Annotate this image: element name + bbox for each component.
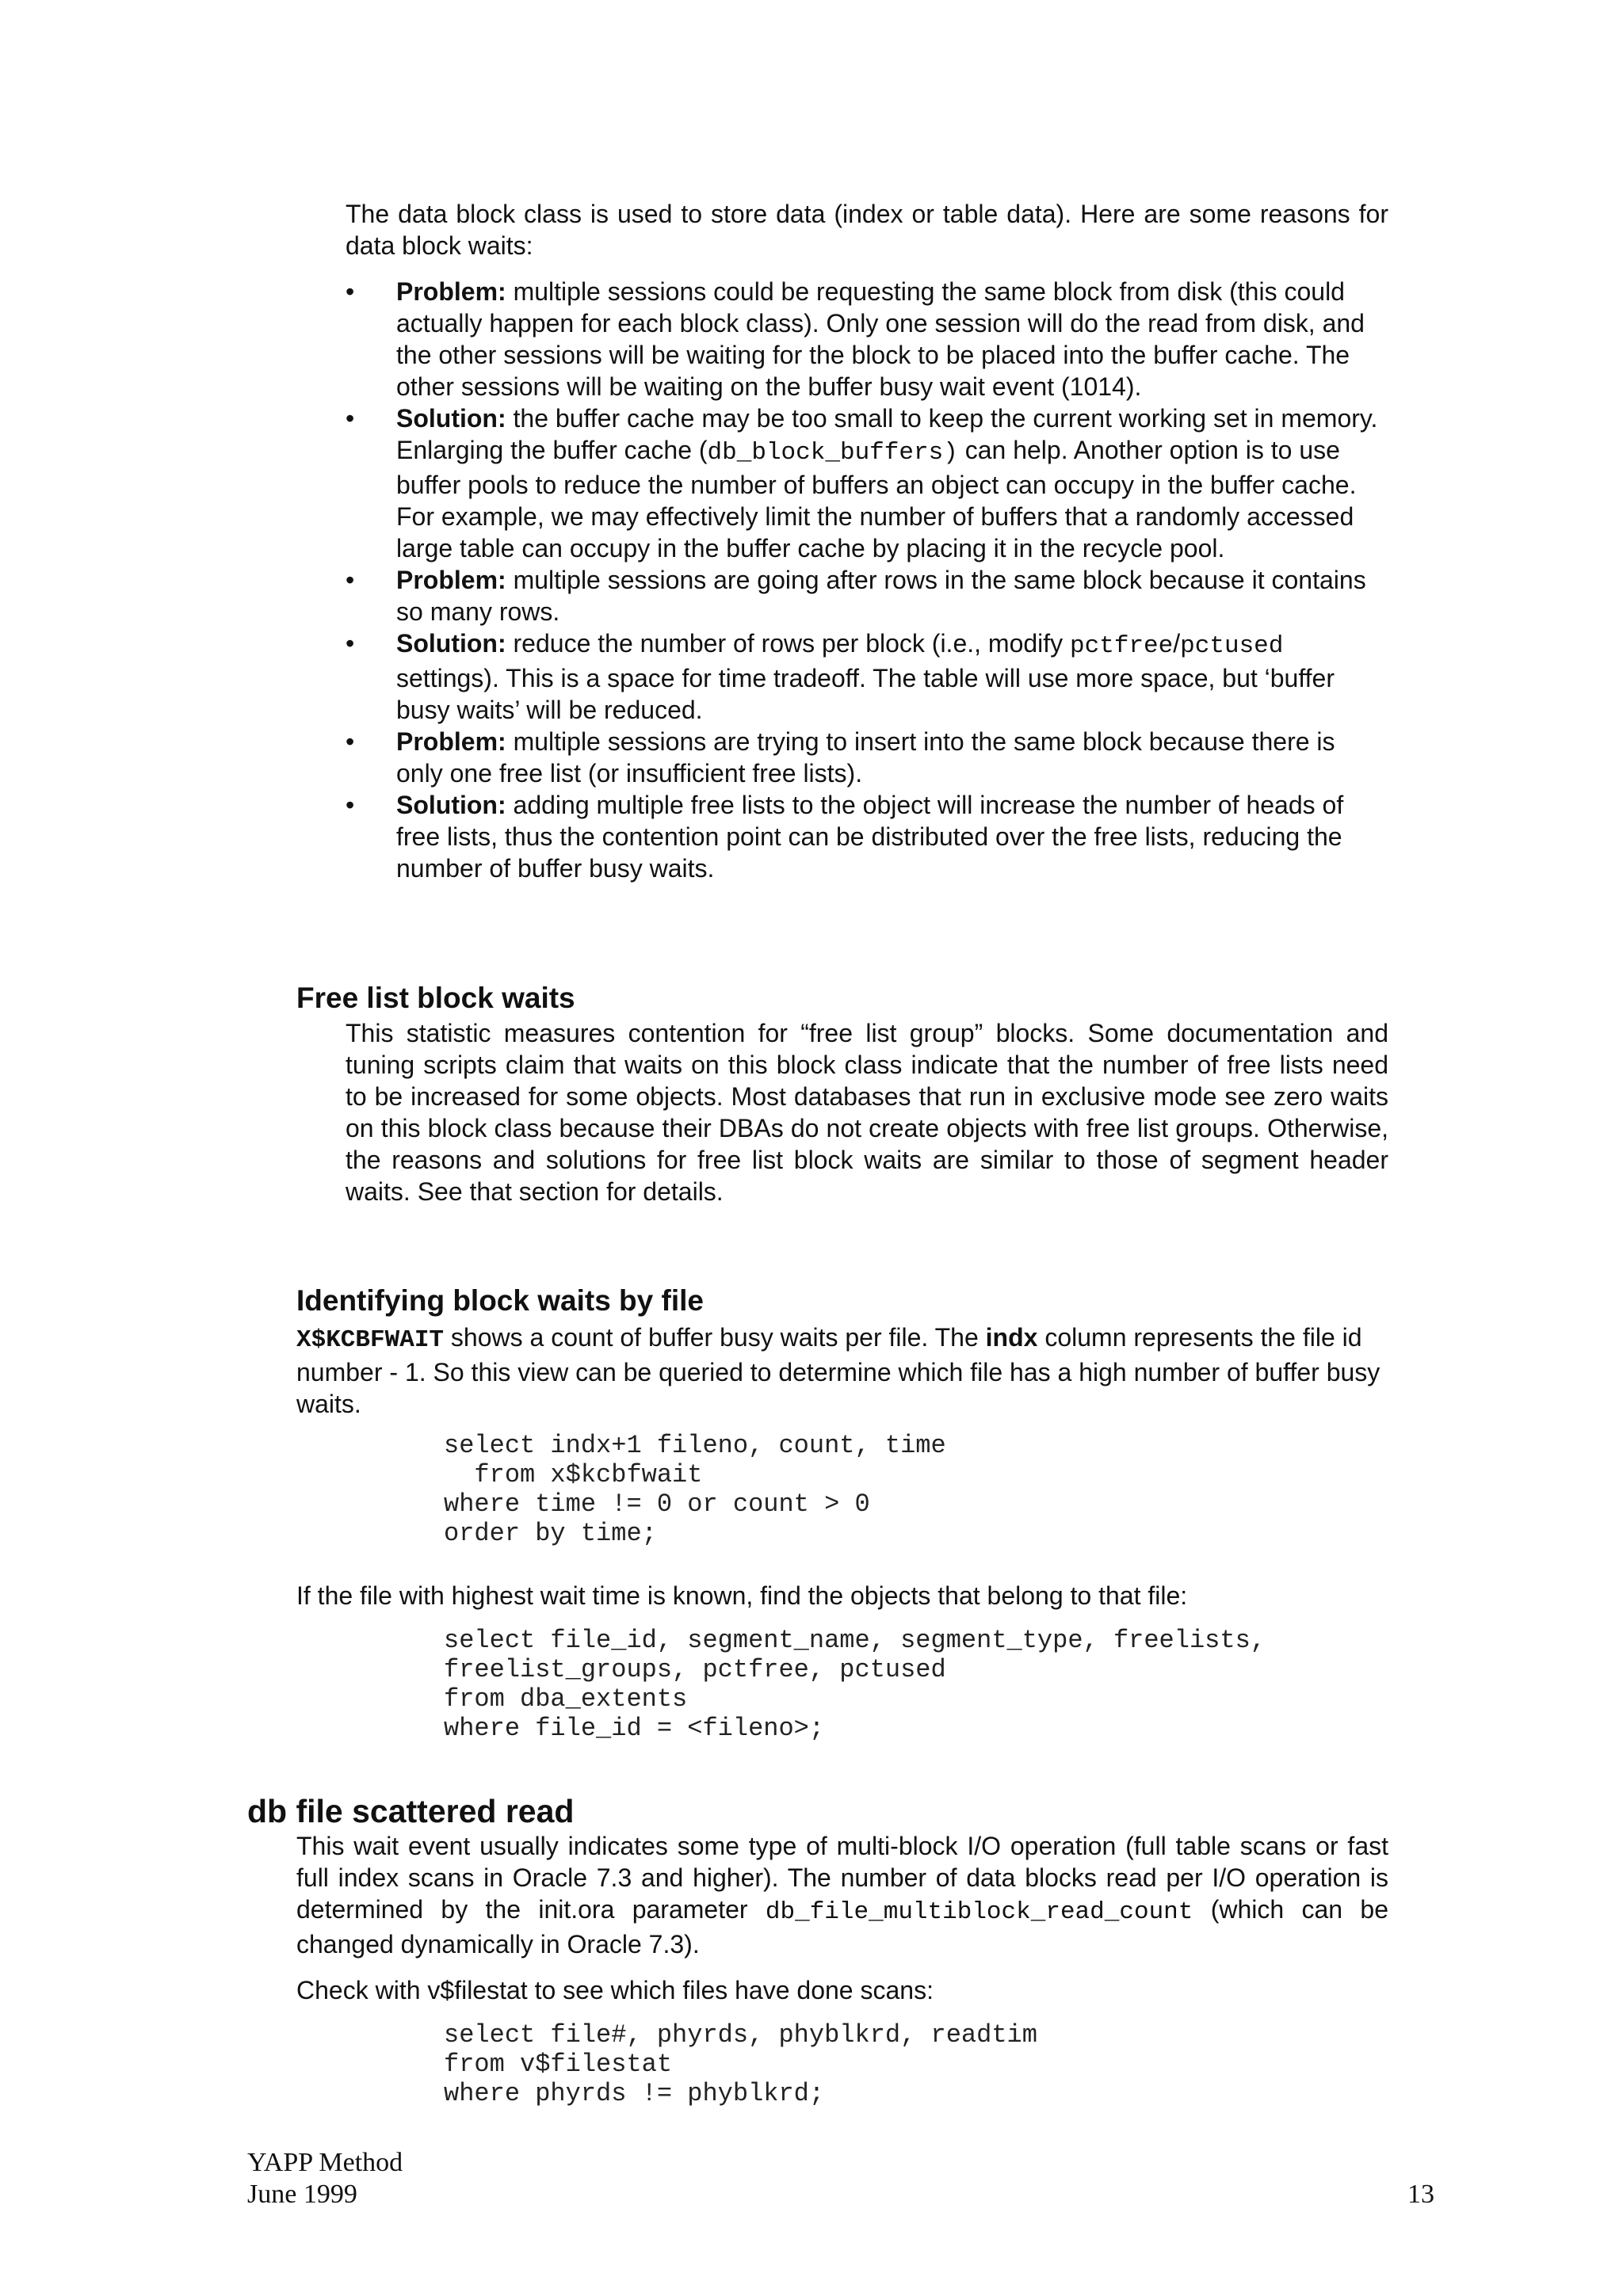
footer-title: YAPP Method (247, 2148, 403, 2177)
list-item (346, 627, 1388, 726)
item-code: pctfree (1070, 632, 1174, 660)
list-item (346, 726, 1388, 789)
bullet-icon: • (346, 404, 355, 433)
intro-paragraph: The data block class is used to store data (index or table data). Here are some reasons for data block waits: (346, 200, 1388, 260)
bullet-icon: • (346, 566, 355, 594)
item-label: Problem: (396, 727, 506, 756)
code-block-kcbfwait: select indx+1 fileno, count, time from x$kcbfwait where time != 0 or count > 0 order by time; (444, 1431, 946, 1548)
code-block-filestat: select file#, phyrds, phyblkrd, readtim from v$filestat where phyrds != phyblkrd; (444, 2020, 1037, 2108)
bullet-icon: • (346, 727, 355, 756)
item-text: reduce the number of rows per block (i.e., modify (506, 629, 1071, 658)
list-item (346, 276, 1388, 402)
item-text: adding multiple free lists to the object will increase the number of heads of free lists, thus the contention point can be distributed over the free lists, reducing the number of buffer busy waits. (396, 791, 1344, 883)
identifying-paragraph (296, 1322, 1388, 1420)
item-text: multiple sessions could be requesting the same block from disk (this could actually happen for each block class). Only one session will do the read from disk, and the other sessions will be waiting for the block to be placed into the buffer cache. The other sessions will be waiting on the buffer busy wait event (1014). (396, 277, 1365, 401)
item-label: Solution: (396, 629, 506, 658)
item-text: can help. Another option is to use buffer pools to reduce the number of buffers an object can occupy in the buffer cache. For example, we may effectively limit the number of buffers that a randomly accessed large table can occupy in the buffer cache by placing it in the recycle pool. (396, 436, 1357, 563)
item-text: multiple sessions are trying to insert into the same block because there is only one free list (or insufficient free lists). (396, 727, 1335, 788)
view-name: X$KCBFWAIT (296, 1326, 445, 1354)
file-objects-paragraph: If the file with highest wait time is known, find the objects that belong to that file: (296, 1581, 1188, 1610)
code-block-dba-extents: select file_id, segment_name, segment_type, freelists, freelist_groups, pctfree, pctused from dba_extents where file_id = <fileno>; (444, 1626, 1266, 1743)
identifying-text: shows a count of buffer busy waits per file. The (444, 1323, 986, 1352)
list-item (346, 564, 1388, 627)
footer-date: June 1999 (247, 2180, 357, 2209)
item-text: settings). This is a space for time tradeoff. The table will use more space, but ‘buffer busy waits’ will be reduced. (396, 664, 1335, 724)
item-code: db_block_buffers) (707, 439, 958, 467)
item-code: pctused (1180, 632, 1284, 660)
free-list-heading: Free list block waits (296, 982, 575, 1014)
item-label: Problem: (396, 566, 506, 594)
identifying-heading: Identifying block waits by file (296, 1284, 704, 1317)
scattered-read-heading: db file scattered read (247, 1793, 575, 1829)
free-list-paragraph: This statistic measures contention for “free list group” blocks. Some documentation and tuning scripts claim that waits on this block class indicate that the number of free lists need to be increased for some objects. Most databases that run in exclusive mode see zero waits on this block class because their DBAs do not create objects with free list groups. Otherwise, the reasons and solutions for free list block waits are similar to those of segment header waits. See that section for details. (346, 1019, 1388, 1206)
identifying-text: column represents the file id number - 1. So this view can be queried to determine which file has a high number of buffer busy waits. (296, 1323, 1381, 1418)
item-label: Problem: (396, 277, 506, 306)
item-label: Solution: (396, 791, 506, 819)
item-text: multiple sessions are going after rows in the same block because it contains so many rows. (396, 566, 1366, 626)
item-text: the buffer cache may be too small to keep the current working set in memory. Enlarging the buffer cache ( (396, 404, 1378, 464)
list-item (346, 789, 1388, 884)
page-number: 13 (1407, 2180, 1434, 2209)
bullet-icon: • (346, 629, 355, 658)
scattered-text: This wait event usually indicates some type of multi-block I/O operation (full table scans or fast full index scans in Oracle 7.3 and higher). The number of data blocks read per I/O operation is determined by the init.ora parameter (296, 1832, 1388, 1924)
filestat-paragraph: Check with v$filestat to see which files have done scans: (296, 1976, 934, 2004)
parameter-name: db_file_multiblock_read_count (765, 1898, 1193, 1926)
scattered-text: (which can be changed dynamically in Oracle 7.3). (296, 1895, 1389, 1958)
bullet-icon: • (346, 791, 355, 819)
reasons-list (346, 276, 1388, 884)
item-text: / (1173, 629, 1181, 658)
indx-word: indx (985, 1323, 1038, 1352)
bullet-icon: • (346, 277, 355, 306)
item-label: Solution: (396, 404, 506, 433)
list-item (346, 402, 1388, 564)
scattered-read-paragraph (296, 1830, 1388, 1960)
